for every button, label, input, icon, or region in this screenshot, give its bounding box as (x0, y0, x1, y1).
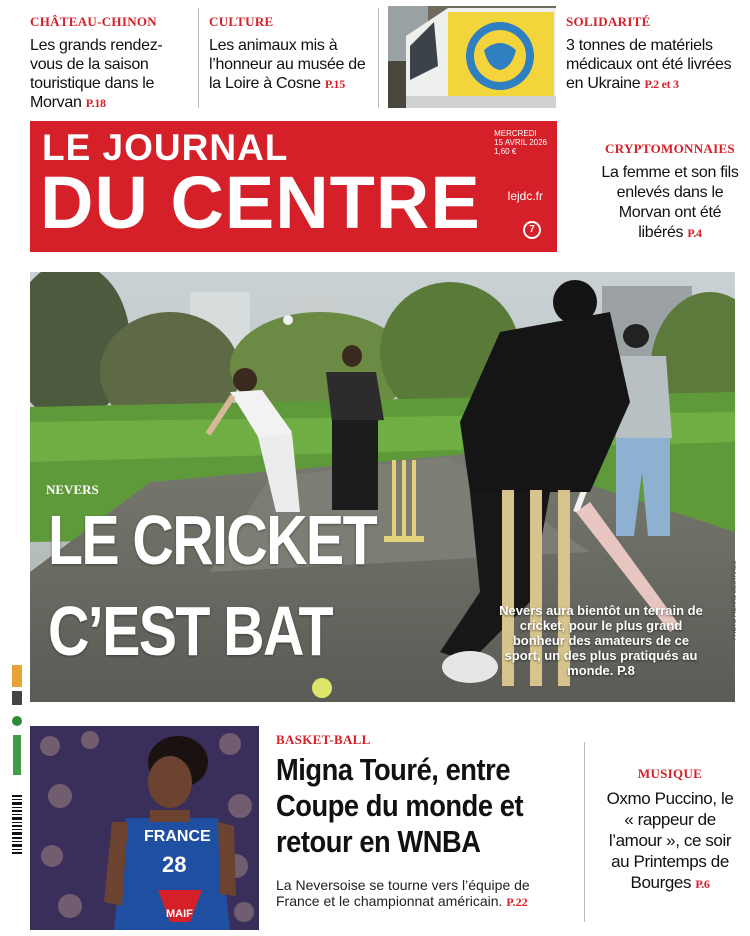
edition-info (494, 129, 547, 156)
page-ref: P.4 (687, 226, 702, 240)
basket-sub-text: La Neversoise se tourne vers l’équipe de France et le championnat américain. (276, 877, 530, 909)
jersey-sponsor: MAIF (166, 908, 193, 920)
teaser-text-wrap (209, 36, 374, 94)
teaser-chateau-chinon[interactable] (30, 14, 195, 113)
page-ref: P.18 (85, 96, 106, 110)
teaser-text-wrap (566, 36, 741, 94)
basket-subline (276, 877, 556, 910)
teaser-text-wrap (30, 36, 195, 113)
side-logos-strip (10, 665, 24, 895)
website-link[interactable]: lejdc.fr (507, 189, 543, 203)
jersey-number: 28 (162, 852, 187, 877)
page-ref: P.6 (695, 877, 710, 891)
main-story-kicker: NEVERS (46, 482, 99, 497)
masthead-line1: LE JOURNAL (42, 127, 289, 168)
teaser-text: Les grands rendez-vous de la saison touristique dans le Morvan (30, 37, 163, 111)
edition-date: 15 AVRIL 2026 (494, 138, 547, 147)
teaser-text: Les animaux mis à l’honneur au musée de la Loire à Cosne (209, 37, 366, 92)
divider (378, 8, 379, 108)
photo-caption (496, 603, 706, 678)
masthead[interactable] (30, 121, 557, 252)
teaser-kicker: MUSIQUE (637, 766, 703, 781)
teaser-text-wrap (595, 163, 745, 243)
page-ref: P.22 (506, 895, 528, 909)
page-ref: P.8 (617, 663, 635, 678)
teaser-cryptomonnaies[interactable] (595, 141, 745, 243)
van-illustration (388, 6, 556, 108)
edition-day: MERCREDI (494, 129, 537, 138)
caption-text: Nevers aura bientôt un terrain de cricket, pour le plus grand bonheur des amateurs de ce sport, un des plus pratiqués au monde. (499, 603, 703, 678)
publisher-logo-icon: 7 (523, 221, 541, 239)
teaser-kicker: CHÂTEAU-CHINON (30, 14, 157, 29)
teaser-kicker: CULTURE (209, 14, 274, 29)
teaser-kicker: CRYPTOMONNAIES (605, 141, 735, 156)
photo-credit: PHOTO PIERRE DESTRADE (732, 560, 738, 640)
page-ref: P.2 et 3 (644, 77, 679, 91)
basket-photo[interactable] (30, 726, 259, 930)
basket-headline[interactable]: Migna Touré, entre Coupe du monde et retour en WNBA (276, 752, 524, 859)
divider (198, 8, 199, 108)
barcode-icon (10, 665, 24, 895)
page-ref: P.15 (324, 77, 345, 91)
main-headline-line1[interactable]: LE CRICKET (48, 501, 376, 579)
teaser-text-wrap (600, 788, 740, 895)
teaser-culture[interactable] (209, 14, 374, 94)
jersey-team: FRANCE (144, 828, 211, 845)
teaser-musique[interactable] (600, 766, 740, 895)
masthead-line2: DU CENTRE (40, 161, 481, 244)
edition-price: 1,60 € (494, 147, 517, 156)
basket-kicker: BASKET-BALL (276, 732, 371, 747)
teaser-text: Oxmo Puccino, le « rappeur de l’amour », ce soir au Printemps de Bourges (606, 789, 734, 892)
van-photo (388, 6, 556, 108)
divider (584, 742, 585, 922)
teaser-text: 3 tonnes de matériels médicaux ont été livrées en Ukraine (566, 37, 732, 92)
teaser-text: La femme et son fils enlevés dans le Morvan ont été libérés (601, 164, 739, 241)
main-headline-line2[interactable]: C’EST BAT (48, 592, 332, 670)
teaser-solidarite[interactable] (566, 14, 741, 94)
teaser-kicker: SOLIDARITÉ (566, 14, 651, 29)
